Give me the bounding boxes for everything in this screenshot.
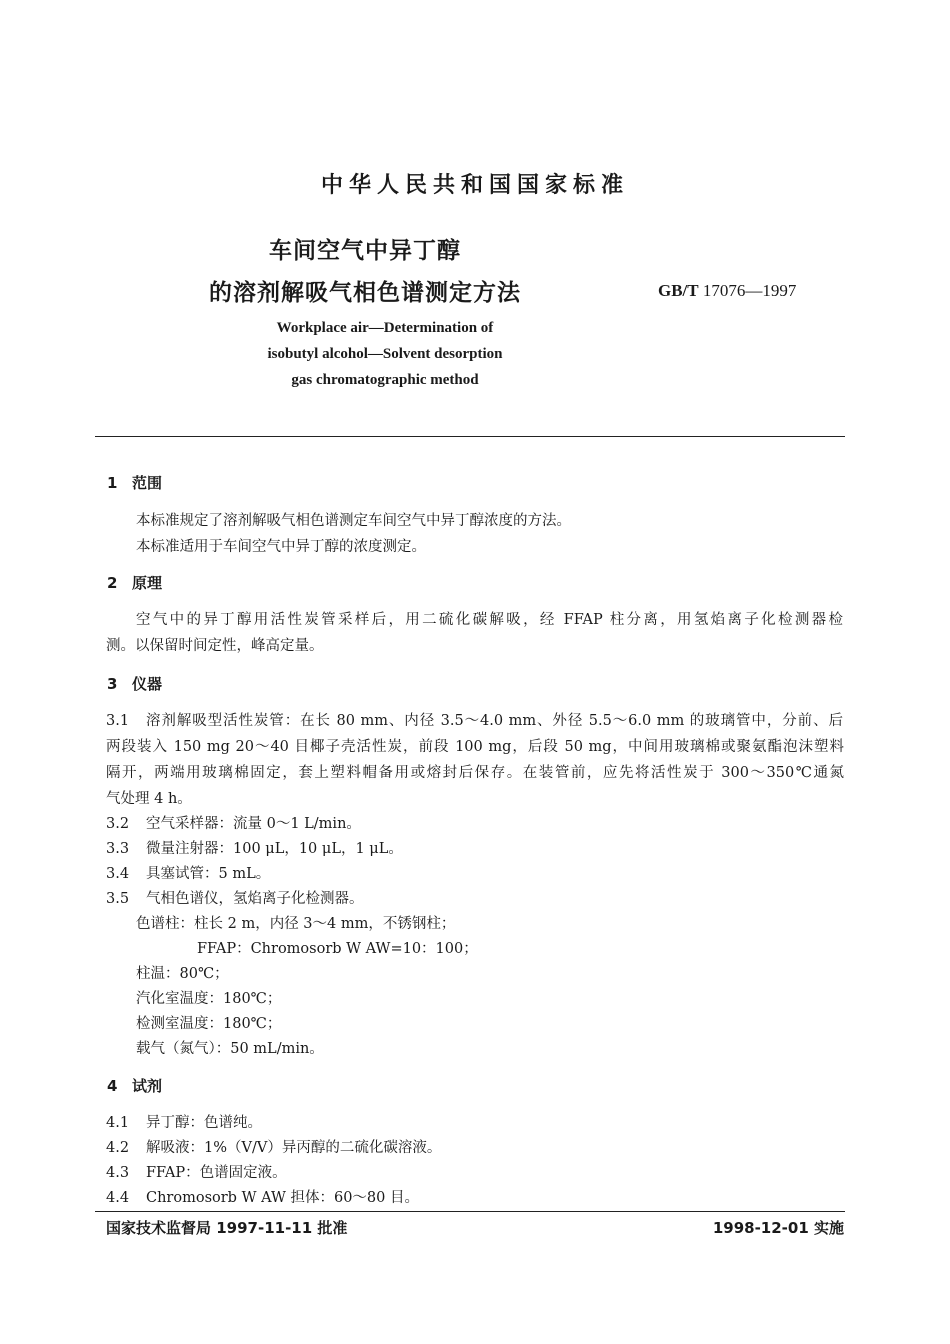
section-4-heading (107, 1075, 162, 1096)
item-3-1-text: 溶剂解吸型活性炭管：在长 80 mm、内径 3.5～4.0 mm、外径 5.5～6.0 mm 的玻璃管中，分前、后 (146, 713, 843, 729)
item-text: Chromosorb W AW 担体：60～80 目。 (146, 1190, 419, 1206)
principle-line-2: 测。以保留时间定性，峰高定量。 (106, 638, 324, 654)
section-title: 试剂 (132, 1077, 163, 1095)
column-temperature: 柱温：80℃； (136, 966, 229, 982)
section-title: 仪器 (132, 675, 163, 693)
scope-paragraph-2: 本标准适用于车间空气中异丁醇的浓度测定。 (136, 539, 426, 555)
item-text: 解吸液：1%（V/V）异丙醇的二硫化碳溶液。 (146, 1140, 442, 1156)
item-text: 具塞试管：5 mL。 (146, 866, 271, 882)
section-1-heading (107, 472, 162, 493)
item-number: 3.5 (106, 891, 130, 907)
item-4-1 (106, 1111, 262, 1132)
approval-date: 国家技术监督局 1997-11-11 批准 (106, 1219, 348, 1237)
chromatographic-column: 色谱柱：柱长 2 m，内径 3～4 mm，不锈钢柱； (136, 916, 456, 932)
item-number: 3.1 (106, 713, 130, 729)
standard-code-number: 17076—1997 (702, 281, 797, 300)
item-number: 3.4 (106, 866, 130, 882)
item-3-5 (106, 887, 364, 908)
item-number: 4.1 (106, 1115, 130, 1131)
section-title: 范围 (132, 474, 163, 492)
english-title-line-2: isobutyl alcohol—Solvent desorption (267, 346, 503, 362)
section-number: 1 (107, 474, 118, 492)
item-3-1-line-2: 两段装入 150 mg 20～40 目椰子壳活性炭，前段 100 mg，后段 50 mg，中间用玻璃棉或聚氨酯泡沫塑料 (106, 739, 844, 755)
section-number: 4 (107, 1077, 118, 1095)
english-title-line-1: Workplace air—Determination of (276, 320, 494, 336)
item-4-4 (106, 1186, 419, 1207)
section-number: 2 (107, 574, 118, 592)
implementation-date: 1998-12-01 实施 (712, 1219, 844, 1237)
item-4-2 (106, 1136, 441, 1157)
item-3-4 (106, 862, 270, 883)
item-3-1-line-4: 气处理 4 h。 (106, 791, 192, 807)
standard-code (658, 281, 796, 301)
item-text: 气相色谱仪，氢焰离子化检测器。 (146, 891, 364, 907)
header-divider (95, 436, 845, 437)
section-number: 3 (107, 675, 118, 693)
section-title: 原理 (132, 574, 163, 592)
standard-code-prefix: GB/T (658, 281, 699, 300)
item-number: 3.2 (106, 816, 130, 832)
section-2-heading (107, 572, 162, 593)
carrier-gas: 载气（氮气）：50 mL/min。 (136, 1041, 324, 1057)
item-text: 空气采样器：流量 0～1 L/min。 (146, 816, 361, 832)
detector-temperature: 检测室温度：180℃； (136, 1016, 282, 1032)
vaporizer-temperature: 汽化室温度：180℃； (136, 991, 282, 1007)
english-title-line-3: gas chromatographic method (291, 372, 479, 388)
principle-line-1: 空气中的异丁醇用活性炭管采样后，用二硫化碳解吸，经 FFAP 柱分离，用氢焰离子化检测器检 (136, 612, 843, 628)
item-number: 4.4 (106, 1190, 130, 1206)
item-number: 4.3 (106, 1165, 130, 1181)
item-3-1-line-1 (106, 709, 843, 730)
item-text: FFAP：色谱固定液。 (146, 1165, 287, 1181)
chinese-title-line-2: 的溶剂解吸气相色谱测定方法 (209, 280, 521, 306)
item-number: 4.2 (106, 1140, 130, 1156)
item-text: 异丁醇：色谱纯。 (146, 1115, 262, 1131)
item-number: 3.3 (106, 841, 130, 857)
national-standard-heading: 中华人民共和国国家标准 (320, 173, 629, 198)
chinese-title-line-1: 车间空气中异丁醇 (269, 238, 461, 264)
item-3-3 (106, 837, 403, 858)
scope-paragraph-1: 本标准规定了溶剂解吸气相色谱测定车间空气中异丁醇浓度的方法。 (136, 513, 571, 529)
item-3-2 (106, 812, 361, 833)
section-3-heading (107, 673, 162, 694)
item-3-1-line-3: 隔开，两端用玻璃棉固定，套上塑料帽备用或熔封后保存。在装管前，应先将活性炭于 300～350℃通氮 (106, 765, 844, 781)
footer-divider (95, 1211, 845, 1212)
stationary-phase: FFAP：Chromosorb W AW=10：100； (197, 941, 478, 957)
item-4-3 (106, 1161, 287, 1182)
item-text: 微量注射器：100 μL，10 μL，1 μL。 (146, 841, 403, 857)
